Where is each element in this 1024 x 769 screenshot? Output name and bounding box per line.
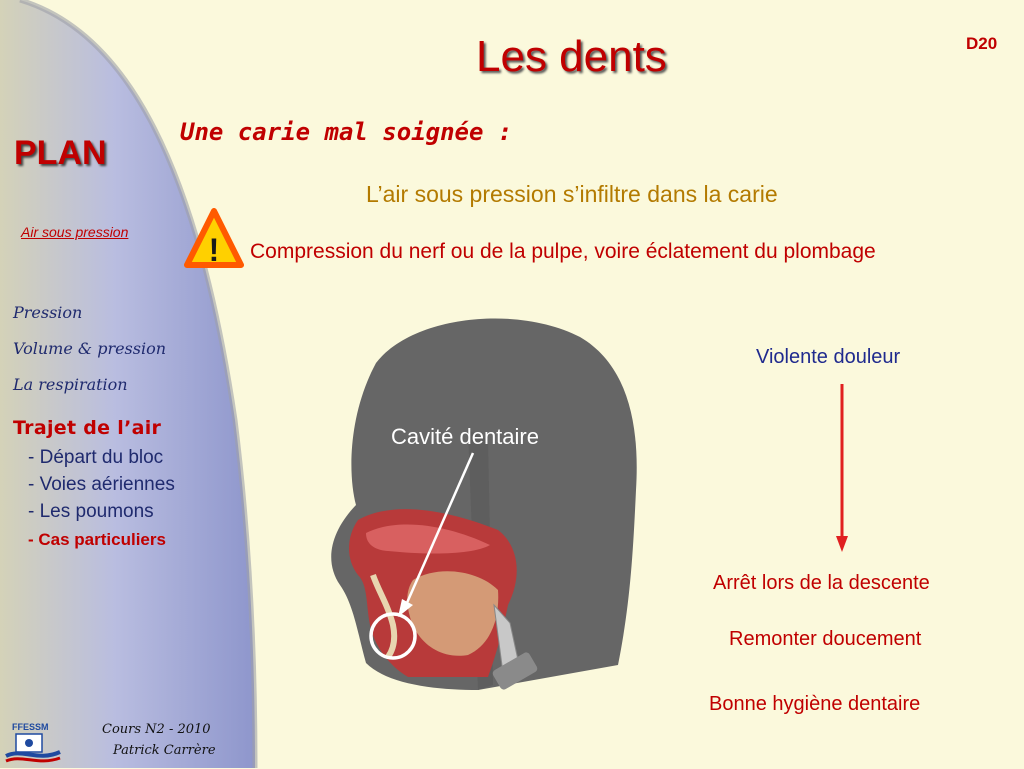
footer-author: Patrick Carrère <box>113 743 216 758</box>
illustration-label: Cavité dentaire <box>391 424 539 449</box>
slide-subtitle: Une carie mal soignée : <box>180 118 513 146</box>
warning-symbol: ! <box>208 232 220 268</box>
compression-text: Compression du nerf ou de la pulpe, voire éclatement du plombage <box>250 240 876 263</box>
plan-item-respiration[interactable]: La respiration <box>13 375 128 394</box>
down-arrow-icon <box>834 382 854 554</box>
plan-item-trajet-air[interactable]: Trajet de l’air <box>13 417 162 439</box>
dental-hygiene-text: Bonne hygiène dentaire <box>709 693 921 715</box>
logo-text: FFESSM <box>12 722 49 732</box>
sub-item-depart-bloc[interactable]: - Départ du bloc <box>28 447 164 468</box>
infiltration-text: L’air sous pression s’infiltre dans la carie <box>366 181 778 207</box>
footer-course: Cours N2 - 2010 <box>102 722 211 737</box>
ascend-slowly-text: Remonter doucement <box>729 628 922 650</box>
ffessm-logo <box>4 718 62 764</box>
slide-code: D20 <box>966 34 998 53</box>
stop-descent-text: Arrêt lors de la descente <box>713 572 930 594</box>
plan-item-volume-pression[interactable]: Volume & pression <box>13 339 167 358</box>
pain-text: Violente douleur <box>756 346 901 368</box>
warning-icon <box>184 208 244 268</box>
plan-section-link[interactable]: Air sous pression <box>21 224 129 240</box>
sub-item-cas-particuliers[interactable]: - Cas particuliers <box>28 530 166 549</box>
sub-item-poumons[interactable]: - Les poumons <box>28 501 154 522</box>
plan-item-pression[interactable]: Pression <box>13 303 83 322</box>
sub-item-voies-aeriennes[interactable]: - Voies aériennes <box>28 474 175 495</box>
head-cross-section-illustration <box>318 305 648 700</box>
plan-title: PLAN <box>14 134 107 172</box>
slide-title: Les dents <box>476 32 667 81</box>
